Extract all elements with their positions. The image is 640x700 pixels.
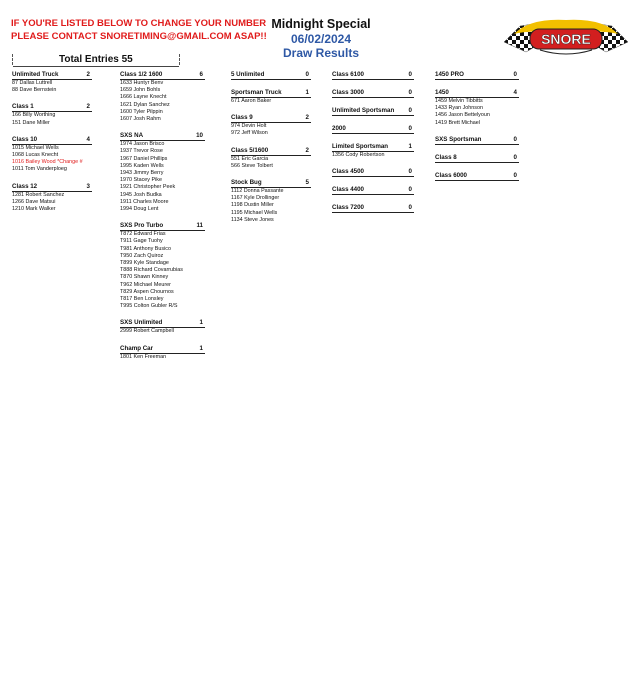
class-name: Class 6100 — [332, 71, 364, 78]
notice-line-1: IF YOU'RE LISTED BELOW TO CHANGE YOUR NUMBER — [11, 18, 267, 29]
entry-row: 551 Eric Garcia — [231, 155, 269, 162]
entry-row: 166 Billy Worthing — [12, 112, 56, 119]
entry-row: 1600 Tyler Pilppin — [120, 108, 163, 115]
class-header — [435, 70, 519, 80]
entry-row: 88 Dave Bernstein — [12, 87, 57, 94]
class-name: Unlimited Sportsman — [332, 107, 395, 114]
entry-row: 1459 Melvin Tibbitts — [435, 98, 483, 104]
entry-row: T829 Aspen Chournos — [120, 288, 174, 295]
class-header — [231, 146, 311, 156]
entry-row: T962 Michael Meurer — [120, 281, 171, 288]
entry-row: 1456 Jason Bettelyoun — [435, 112, 490, 119]
class-block — [332, 124, 414, 134]
entry-row: 2999 Robert Campbell — [120, 328, 174, 335]
entry-row: 1995 Kaden Wells — [120, 162, 164, 169]
event-header — [240, 17, 402, 61]
class-name: Class 10 — [12, 135, 38, 143]
class-header — [120, 70, 205, 80]
results-column — [120, 70, 205, 369]
results-column — [231, 70, 311, 232]
class-block — [435, 135, 519, 145]
class-block — [12, 182, 92, 214]
entry-row: 1943 Jimmy Berry — [120, 170, 164, 177]
results-column — [12, 70, 92, 221]
class-header — [120, 131, 205, 141]
event-date: 06/02/2024 — [290, 31, 352, 46]
class-block — [332, 70, 414, 80]
entry-row: T911 Gage Tuohy — [120, 238, 163, 245]
class-count: 1 — [199, 344, 203, 352]
class-block — [332, 142, 414, 159]
class-count: 0 — [305, 71, 309, 78]
class-name: Class 3000 — [332, 89, 364, 96]
class-block — [435, 171, 519, 181]
entry-row: 1266 Dave Matsui — [12, 198, 56, 205]
class-header — [332, 124, 414, 134]
entry-row: 1607 Josh Rahm — [120, 116, 161, 123]
class-count: 3 — [86, 182, 90, 190]
total-entries-box — [12, 54, 180, 65]
class-block — [332, 106, 414, 116]
entry-row: 1356 Cody Robertson — [332, 152, 385, 158]
notice-line-2: PLEASE CONTACT SNORETIMING@GMAIL.COM ASAP!! — [11, 31, 267, 42]
entry-row: 151 Dane Miller — [12, 119, 50, 126]
class-header — [120, 221, 205, 231]
class-name: Sportsman Truck — [231, 89, 282, 96]
entry-row: 1134 Steve Jones — [231, 216, 274, 223]
entry-row: 1210 Mark Walker — [12, 206, 56, 213]
entry-row: 1621 Dylan Sanchez — [120, 101, 170, 108]
entry-row: 1666 Layne Knecht — [120, 94, 167, 101]
class-name: 1450 — [435, 89, 449, 96]
entry-row: T899 Kyle Standage — [120, 260, 169, 267]
entry-row: 1921 Christopher Peek — [120, 184, 176, 191]
class-name: 5 Unlimited — [231, 71, 265, 78]
entry-row: 1281 Robert Sanchez — [12, 191, 65, 198]
class-block — [435, 153, 519, 163]
class-name: Unlimited Truck — [12, 71, 59, 78]
class-header — [332, 106, 414, 116]
entry-row: 1015 Michael Wells — [12, 144, 59, 151]
class-name: Class 6000 — [435, 171, 467, 179]
class-header — [332, 167, 414, 177]
entry-row: 1911 Charles Moore — [120, 198, 169, 205]
class-header — [332, 142, 414, 152]
class-block — [231, 88, 311, 105]
class-name: Class 7200 — [332, 204, 364, 212]
class-count: 6 — [199, 71, 203, 78]
entry-row: 1011 Tom Vanderploeg — [12, 166, 67, 173]
class-header — [12, 102, 92, 112]
class-header — [332, 185, 414, 195]
total-entries: Total Entries 55 — [59, 54, 133, 65]
class-header — [332, 203, 414, 213]
class-count: 2 — [305, 146, 309, 154]
class-block — [332, 203, 414, 213]
class-count: 1 — [305, 89, 309, 96]
entry-row: 1994 Doug Lent — [120, 206, 159, 213]
entry-row: T870 Shawn Kinney — [120, 274, 169, 281]
entry-row: 1967 Daniel Phillips — [120, 155, 168, 162]
class-name: Class 8 — [435, 153, 457, 161]
entry-row: T872 Edward Frias — [120, 231, 166, 238]
entry-row: 566 Steve Tolbert — [231, 162, 273, 169]
entry-row: T888 Richard Covarrubias — [120, 267, 183, 274]
class-header — [332, 70, 414, 80]
class-name: Class 4500 — [332, 168, 364, 176]
class-count: 0 — [408, 71, 412, 78]
class-count: 0 — [513, 171, 517, 179]
class-header — [231, 70, 311, 80]
class-name: Class 9 — [231, 114, 253, 122]
class-name: Champ Car — [120, 344, 154, 352]
entry-row: 1974 Jason Brisco — [120, 141, 165, 148]
class-count: 4 — [86, 135, 90, 143]
class-name: Class 5/1600 — [231, 146, 269, 154]
class-header — [12, 135, 92, 145]
class-count: 1 — [408, 143, 412, 150]
entry-row: T981 Anthony Busico — [120, 245, 171, 252]
class-count: 2 — [86, 71, 90, 78]
class-block — [435, 88, 519, 127]
class-name: SXS Sportsman — [435, 135, 482, 143]
class-name: SXS NA — [120, 132, 144, 140]
class-header — [120, 318, 205, 328]
class-count: 2 — [305, 114, 309, 122]
event-name: Midnight Special — [271, 17, 371, 31]
class-name: Class 1 — [12, 103, 34, 111]
class-name: Class 12 — [12, 182, 38, 190]
total-underline — [13, 66, 179, 67]
class-header — [231, 113, 311, 123]
class-count: 10 — [196, 132, 203, 140]
class-block — [435, 70, 519, 80]
entry-row: 1433 Ryan Johnson — [435, 105, 483, 112]
class-block — [231, 146, 311, 170]
entry-row: T950 Zach Quiroz — [120, 252, 164, 259]
entry-row: 1167 Kyle Drollinger — [231, 195, 280, 202]
entry-row: 972 Jeff Wilson — [231, 130, 268, 137]
class-name: Class 1/2 1600 — [120, 71, 163, 78]
class-count: 0 — [408, 186, 412, 194]
class-block — [332, 167, 414, 177]
class-block — [231, 70, 311, 80]
class-block — [12, 102, 92, 126]
logo-wordmark: SNORE — [541, 31, 591, 47]
class-count: 0 — [408, 89, 412, 96]
class-count: 0 — [408, 125, 412, 132]
class-count: 0 — [513, 153, 517, 161]
class-block — [120, 318, 205, 335]
class-header — [120, 344, 205, 354]
class-count: 0 — [408, 168, 412, 176]
class-name: Limited Sportsman — [332, 143, 389, 150]
class-count: 11 — [196, 222, 203, 230]
entry-row: 1659 John Bohls — [120, 87, 161, 94]
class-count: 1 — [199, 319, 203, 327]
class-count: 2 — [86, 103, 90, 111]
class-name: SXS Pro Turbo — [120, 222, 164, 230]
entry-row: 1112 Donna Passante — [231, 188, 284, 195]
snore-logo — [500, 12, 632, 62]
class-header — [332, 88, 414, 98]
class-name: 2000 — [332, 125, 346, 132]
class-count: 0 — [408, 107, 412, 114]
entry-row: T995 Colton Gubler R/S — [120, 303, 178, 310]
class-block — [120, 221, 205, 310]
class-header — [231, 178, 311, 188]
entry-row: 1970 Stacey Pike — [120, 177, 162, 184]
entry-row: 87 Dallas Luttrell — [12, 80, 53, 86]
class-header — [435, 153, 519, 163]
entry-row: 1633 Huntyr Benv — [120, 80, 164, 86]
entry-row: 1945 Josh Budka — [120, 191, 162, 198]
class-header — [12, 70, 92, 80]
class-header — [435, 135, 519, 145]
entry-row: 1419 Brett Michael — [435, 119, 480, 126]
class-header — [435, 171, 519, 181]
entry-row: 1937 Trevor Rose — [120, 148, 163, 155]
class-block — [12, 70, 92, 94]
entry-row: 1016 Bailey Wood *Change # — [12, 159, 83, 166]
class-name: SXS Unlimited — [120, 319, 163, 327]
entry-row: 1068 Lucas Knecht — [12, 152, 59, 159]
class-count: 5 — [305, 179, 309, 187]
class-block — [332, 88, 414, 98]
entry-row: 1801 Ken Freeman — [120, 353, 167, 360]
class-count: 4 — [513, 89, 517, 96]
class-block — [120, 131, 205, 213]
class-name: Class 4400 — [332, 186, 364, 194]
results-column — [332, 70, 414, 221]
class-block — [231, 178, 311, 224]
class-name: 1450 PRO — [435, 71, 464, 78]
entry-row: 1198 Dustin Miller — [231, 202, 274, 209]
class-header — [231, 88, 311, 98]
class-block — [231, 113, 311, 137]
notice-banner — [11, 17, 267, 43]
class-count: 0 — [408, 204, 412, 212]
entry-row: T817 Ben Lonsley — [120, 296, 164, 303]
class-block — [332, 185, 414, 195]
class-block — [120, 70, 205, 123]
class-count: 0 — [513, 135, 517, 143]
entry-row: 1195 Michael Wells — [231, 209, 278, 216]
class-header — [12, 182, 92, 192]
results-column — [435, 70, 519, 189]
class-block — [120, 344, 205, 361]
entry-row: 974 Devin Holt — [231, 123, 267, 130]
class-block — [12, 135, 92, 174]
class-name: Stock Bug — [231, 179, 262, 187]
entry-row: 671 Aaron Baker — [231, 98, 272, 104]
class-header — [435, 88, 519, 98]
event-subtitle: Draw Results — [282, 46, 360, 60]
class-count: 0 — [513, 71, 517, 78]
